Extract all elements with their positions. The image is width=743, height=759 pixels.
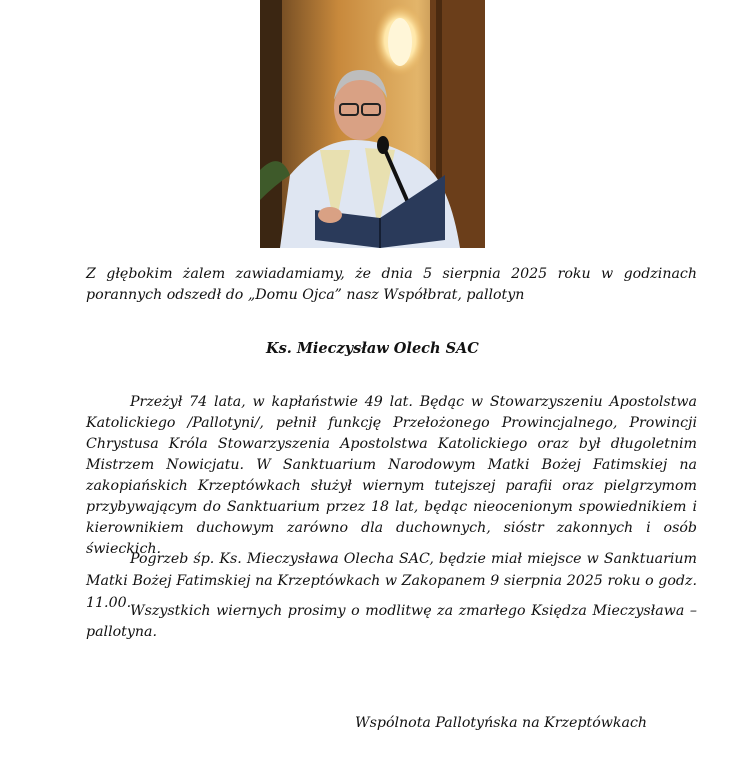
signature: Wspólnota Pallotyńska na Krzeptówkach [355, 715, 648, 731]
priest-portrait-photo [260, 0, 485, 248]
funeral-paragraph: Pogrzeb śp. Ks. Mieczysława Olecha SAC, będzie miał miejsce w Sanktuarium Matki Bożej Fatimskiej na Krzeptówkach w Zakopanem 9 sierpnia 2025 roku o godz. 11.00. [86, 551, 697, 611]
prayer-request-paragraph: Wszystkich wiernych prosimy o modlitwę za zmarłego Księdza Mieczysława – pallotyna. [86, 603, 697, 640]
announcement-intro: Z głębokim żalem zawiadamiamy, że dnia 5 sierpnia 2025 roku w godzinach porannych odszedł do „Domu Ojca” nasz Współbrat, pallotyn [86, 266, 697, 303]
deceased-name: Ks. Mieczysław Olech SAC [266, 340, 479, 357]
biography-paragraph: Przeżył 74 lata, w kapłaństwie 49 lat. Będąc w Stowarzyszeniu Apostolstwa Katolickiego /Pallotyni/, pełnił funkcję Przełożonego Prowincjalnego, Prowincji Chrystusa Króla Stowarzyszenia Apostolstwa Katolickiego oraz był długoletnim Mistrzem Nowicjatu. W Sanktuarium Narodowym Matki Bożej Fatimskiej na zakopiańskich Krzeptówkach służył wiernym tutejszej parafii oraz pielgrzymom przybywającym do Sanktuarium przez 18 lat, będąc nieocenionym spowiednikiem i kierownikiem duchowym zarówno dla duchownych, sióstr zakonnych i osób świeckich. [86, 394, 697, 557]
